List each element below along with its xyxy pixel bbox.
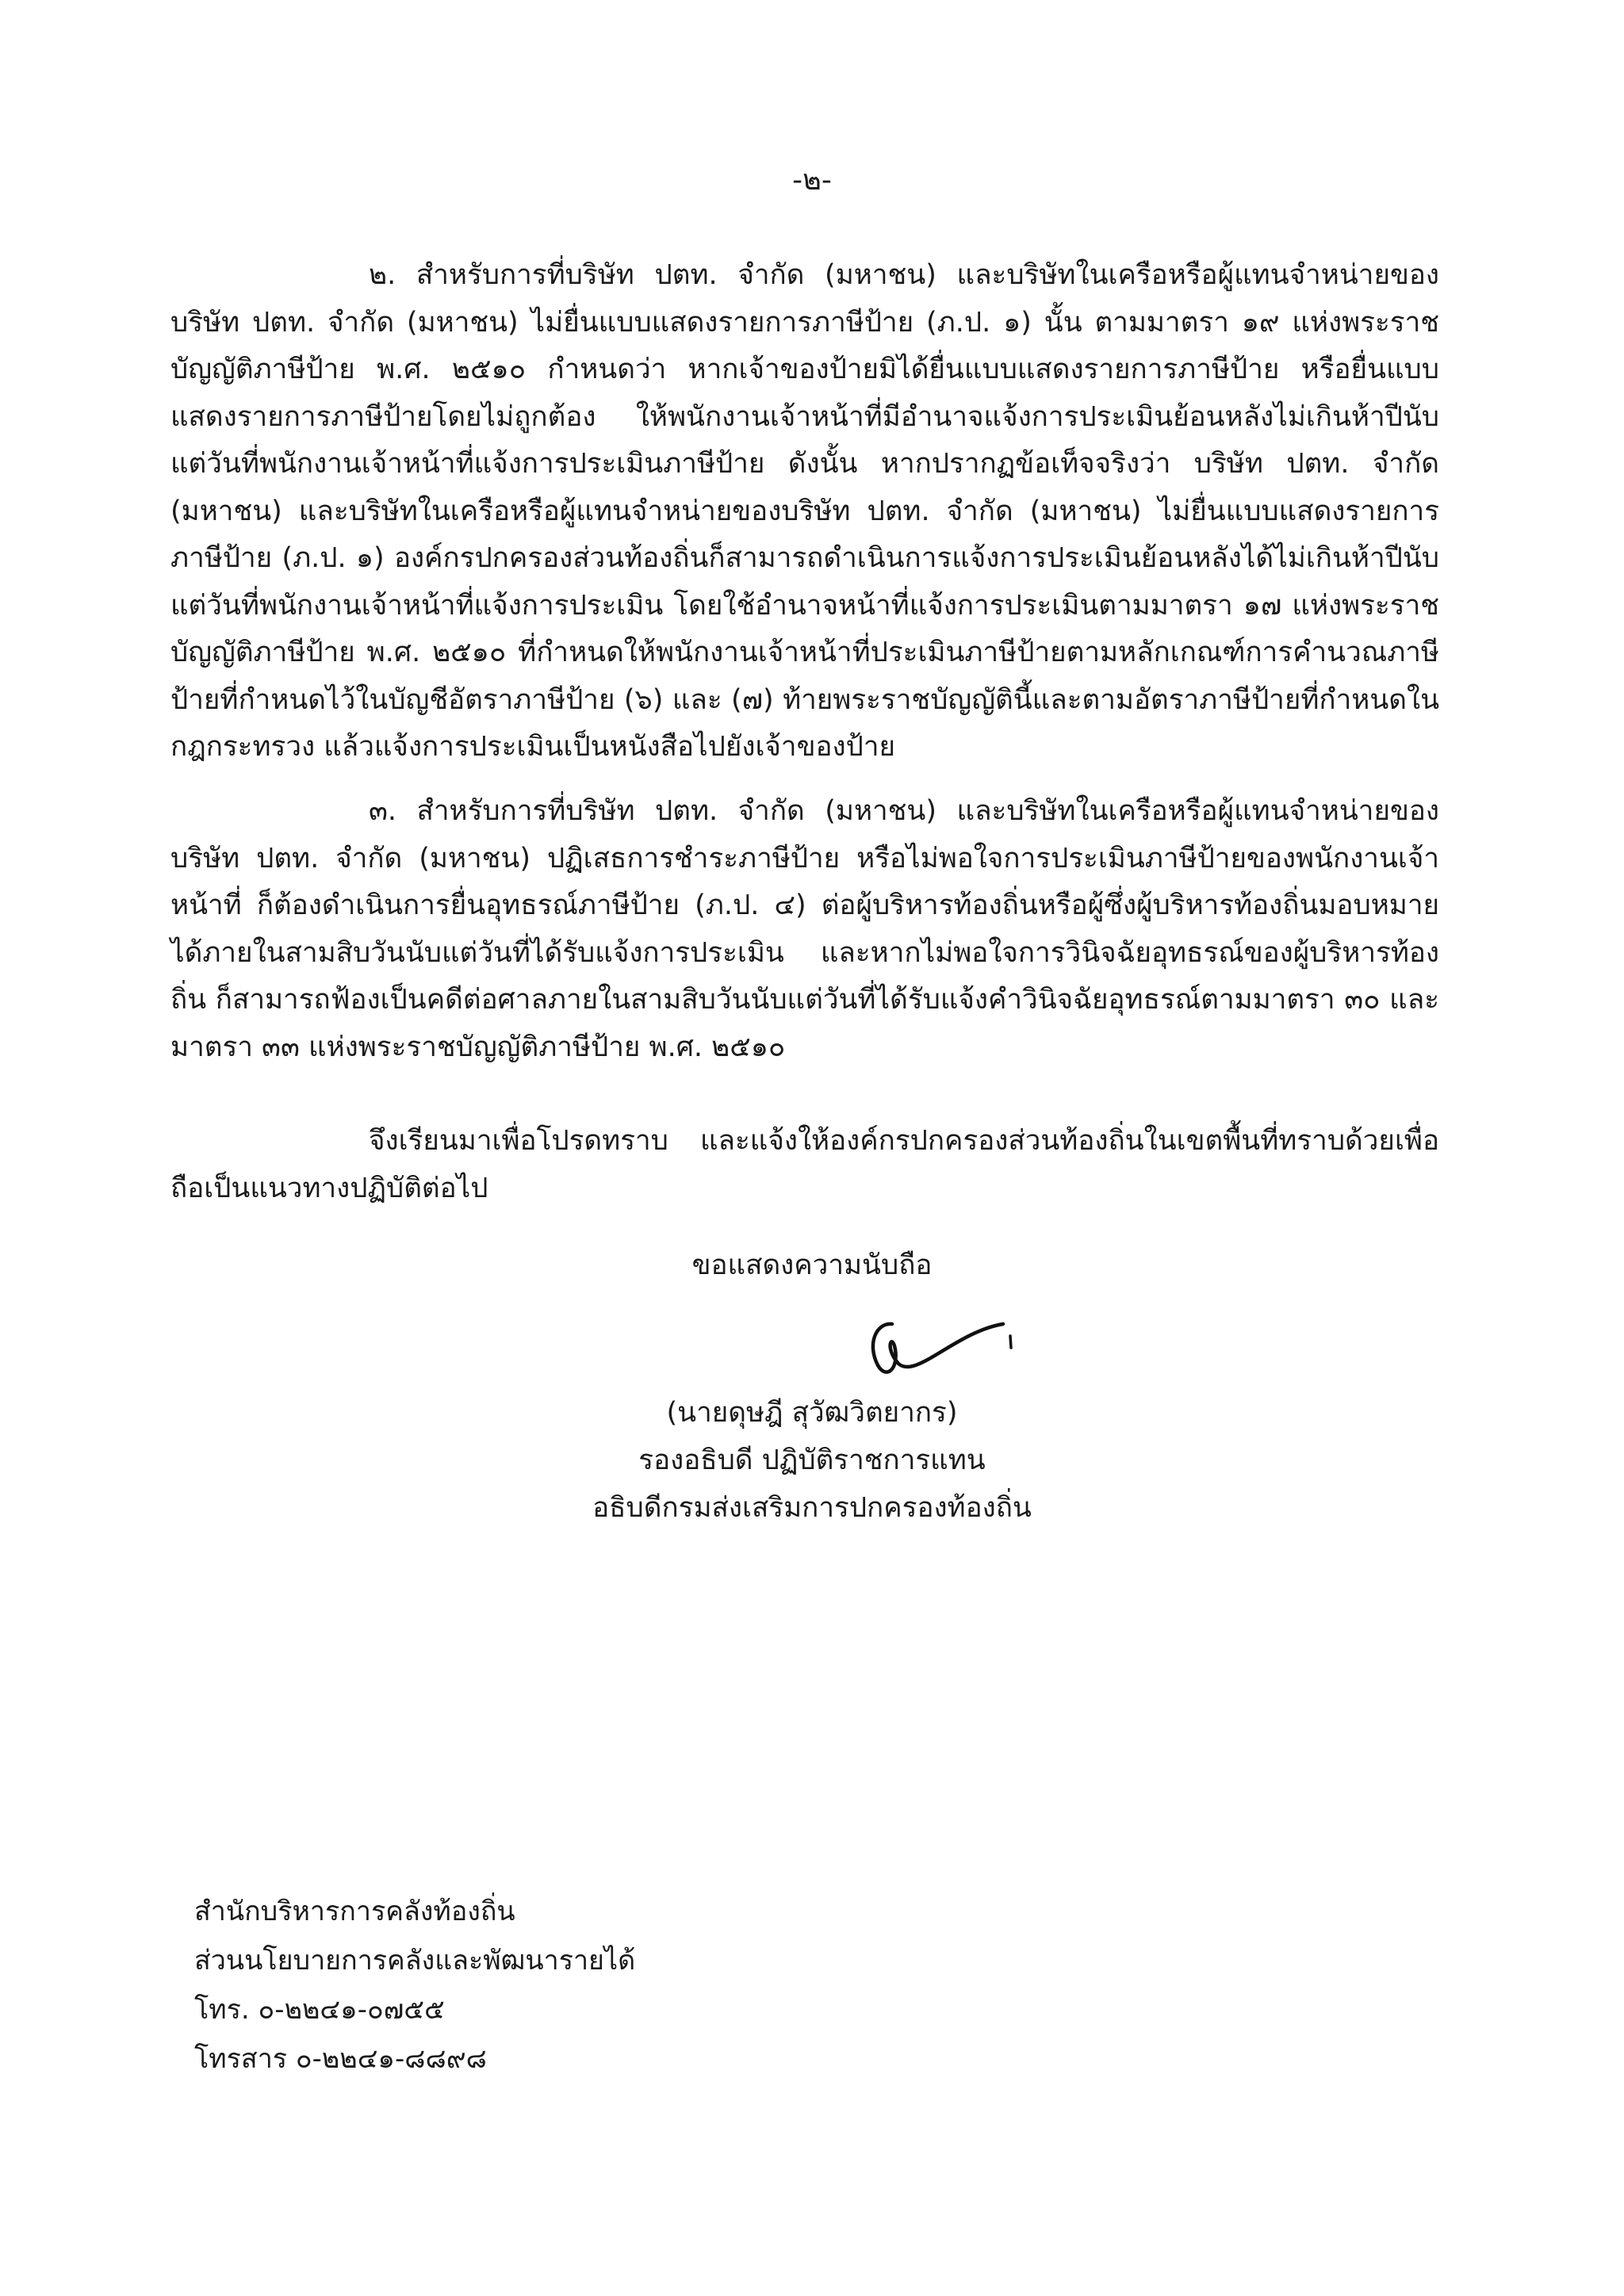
telephone: โทร. ๐-๒๒๔๑-๐๗๕๕ <box>194 1994 445 2026</box>
paragraph-text: ๒. สำหรับการที่บริษัท ปตท. จำกัด (มหาชน) และบริษัทในเครือหรือผู้แทนจำหน่ายของบริษัท ปตท. จำกัด (มหาชน) ไม่ยื่นแบบแสดงรายการภาษีป้าย (ภ.ป. ๑) นั้น ตามมาตรา ๑๙ แห่งพระราชบัญญัติภาษีป้าย พ.ศ. ๒๕๑๐ กำหนดว่า หากเจ้าของป้ายมิได้ยื่นแบบแสดงรายการภาษีป้าย หรือยื่นแบบแสดงรายการภาษีป้ายโดยไม่ถูกต้อง ให้พนักงานเจ้าหน้าที่มีอำนาจแจ้งการประเมินย้อนหลังไม่เกินห้าปีนับแต่วันที่พนักงานเจ้าหน้าที่แจ้งการประเมินภาษีป้าย ดังนั้น หากปรากฏข้อเท็จจริงว่า บริษัท ปตท. จำกัด (มหาชน) และบริษัทในเครือหรือผู้แทนจำหน่ายของบริษัท ปตท. จำกัด (มหาชน) ไม่ยื่นแบบแสดงรายการภาษีป้าย (ภ.ป. ๑) องค์กรปกครองส่วนท้องถิ่นก็สามารถดำเนินการแจ้งการประเมินย้อนหลังได้ไม่เกินห้าปีนับแต่วันที่พนักงานเจ้าหน้าที่แจ้งการประเมิน โดยใช้อำนาจหน้าที่แจ้งการประเมินตามมาตรา ๑๗ แห่งพระราชบัญญัติภาษีป้าย พ.ศ. ๒๕๑๐ ที่กำหนดให้พนักงานเจ้าหน้าที่ประเมินภาษีป้ายตามหลักเกณฑ์การคำนวณภาษีป้ายที่กำหนดไว้ในบัญชีอัตราภาษีป้าย (๖) และ (๗) ท้ายพระราชบัญญัตินี้และตามอัตราภาษีป้ายที่กำหนดในกฎกระทรวง แล้วแจ้งการประเมินเป็นหนังสือไปยังเจ้าของป้าย <box>170 259 1439 763</box>
signer-position: รองอธิบดี ปฏิบัติราชการแทน <box>638 1445 986 1476</box>
handwritten-signature <box>860 1300 1019 1387</box>
office-name: สำนักบริหารการคลังท้องถิ่น <box>194 1896 515 1927</box>
paragraph-item-3 <box>170 788 1439 1071</box>
signer-block <box>0 1389 1624 1532</box>
paragraph-text: จึงเรียนมาเพื่อโปรดทราบ และแจ้งให้องค์กรปกครองส่วนท้องถิ่นในเขตพื้นที่ทราบด้วยเพื่อถือเป็นแนวทางปฏิบัติต่อไป <box>170 1125 1439 1204</box>
contact-footer <box>194 1887 635 2084</box>
signer-organization: อธิบดีกรมส่งเสริมการปกครองท้องถิ่น <box>592 1492 1032 1524</box>
fax: โทรสาร ๐-๒๒๔๑-๘๘๙๘ <box>194 2043 487 2075</box>
division-name: ส่วนนโยบายการคลังและพัฒนารายได้ <box>194 1945 636 1976</box>
signer-name: (นายดุษฎี สุวัฒวิตยากร) <box>666 1397 958 1429</box>
paragraph-item-2 <box>170 252 1439 771</box>
paragraph-text: ๓. สำหรับการที่บริษัท ปตท. จำกัด (มหาชน) และบริษัทในเครือหรือผู้แทนจำหน่ายของบริษัท ปตท. จำกัด (มหาชน) ปฏิเสธการชำระภาษีป้าย หรือไม่พอใจการประเมินภาษีป้ายของพนักงานเจ้าหน้าที่ ก็ต้องดำเนินการยื่นอุทธรณ์ภาษีป้าย (ภ.ป. ๔) ต่อผู้บริหารท้องถิ่นหรือผู้ซึ่งผู้บริหารท้องถิ่นมอบหมายได้ภายในสามสิบวันนับแต่วันที่ได้รับแจ้งการประเมิน และหากไม่พอใจการวินิจฉัยอุทธรณ์ของผู้บริหารท้องถิ่น ก็สามารถฟ้องเป็นคดีต่อศาลภายในสามสิบวันนับแต่วันที่ได้รับแจ้งคำวินิจฉัยอุทธรณ์ตามมาตรา ๓๐ และมาตรา ๓๓ แห่งพระราชบัญญัติภาษีป้าย พ.ศ. ๒๕๑๐ <box>170 795 1439 1063</box>
paragraph-closing <box>170 1118 1439 1212</box>
closing-salutation: ขอแสดงความนับถือ <box>691 1249 933 1281</box>
page-number: -๒- <box>792 164 832 197</box>
